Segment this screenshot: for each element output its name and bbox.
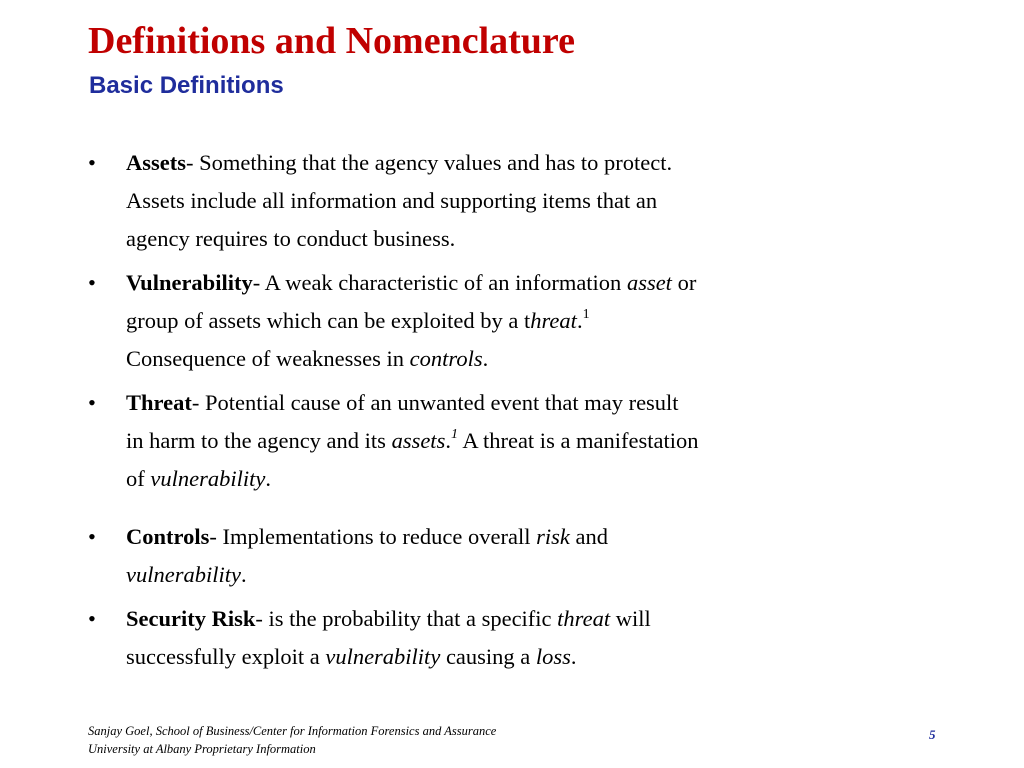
bullet-icon: • [88,150,96,175]
emphasis-loss: loss [535,644,571,669]
definition-text: . [265,466,271,491]
footnote-ref: 1 [450,426,458,442]
emphasis-controls: controls [409,346,483,371]
term-assets: Assets [126,150,186,175]
definition-text: . [570,644,577,669]
definition-text: in harm to the agency and its [126,428,392,453]
emphasis-threat: threat [557,606,611,631]
definition-text: Consequence of weaknesses in [126,346,410,371]
definition-text: of [126,466,151,491]
footer [88,722,496,758]
definitions-list [88,144,848,682]
definition-text: . [482,346,489,371]
definition-text: Assets include all information and supporting items that an [126,188,658,213]
definition-text: will [610,606,651,631]
definition-text: causing a [440,644,536,669]
emphasis-vulnerability: vulnerability [150,466,266,491]
footnote-ref: 1 [582,306,590,322]
bullet-threat [88,384,848,498]
definition-text: agency requires to conduct business. [126,226,456,251]
emphasis-assets: assets [391,428,446,453]
definition-text: - A weak characteristic of an information [252,270,627,295]
slide-title: Definitions and Nomenclature [88,20,575,62]
bullet-vulnerability [88,264,848,378]
definition-text: - Implementations to reduce overall [209,524,537,549]
definition-text: group of assets which can be exploited by a t [126,308,531,333]
term-security-risk: Security Risk [126,606,256,631]
emphasis-asset: asset [626,270,672,295]
term-vulnerability: Vulnerability [126,270,253,295]
emphasis-risk: risk [536,524,570,549]
definition-text: - is the probability that a specific [255,606,558,631]
footer-author-line: Sanjay Goel, School of Business/Center for Information Forensics and Assurance [88,724,497,738]
bullet-icon: • [88,390,96,415]
definition-text: - Potential cause of an unwanted event that may result [191,390,679,415]
slide-subtitle: Basic Definitions [89,72,284,99]
definition-text: or [671,270,697,295]
emphasis-vulnerability: vulnerability [325,644,441,669]
bullet-controls [88,518,848,594]
definition-text: . [445,428,451,453]
bullet-assets [88,144,848,258]
definition-text: . [576,308,583,333]
definition-text: A threat is a manifestation [457,428,699,453]
page-number: 5 [929,727,936,742]
bullet-icon: • [88,270,96,295]
term-controls: Controls [126,524,210,549]
term-threat: Threat [126,390,192,415]
emphasis-threat: hreat [530,308,577,333]
definition-text: - Something that the agency values and has to protect. [186,150,673,175]
bullet-icon: • [88,606,96,631]
definition-text: and [569,524,608,549]
emphasis-vulnerability: vulnerability [126,562,241,587]
definition-text: successfully exploit a [126,644,326,669]
bullet-security-risk [88,600,848,676]
definition-text: . [240,562,247,587]
bullet-icon: • [88,524,96,549]
footer-proprietary-line: University at Albany Proprietary Information [88,742,316,756]
